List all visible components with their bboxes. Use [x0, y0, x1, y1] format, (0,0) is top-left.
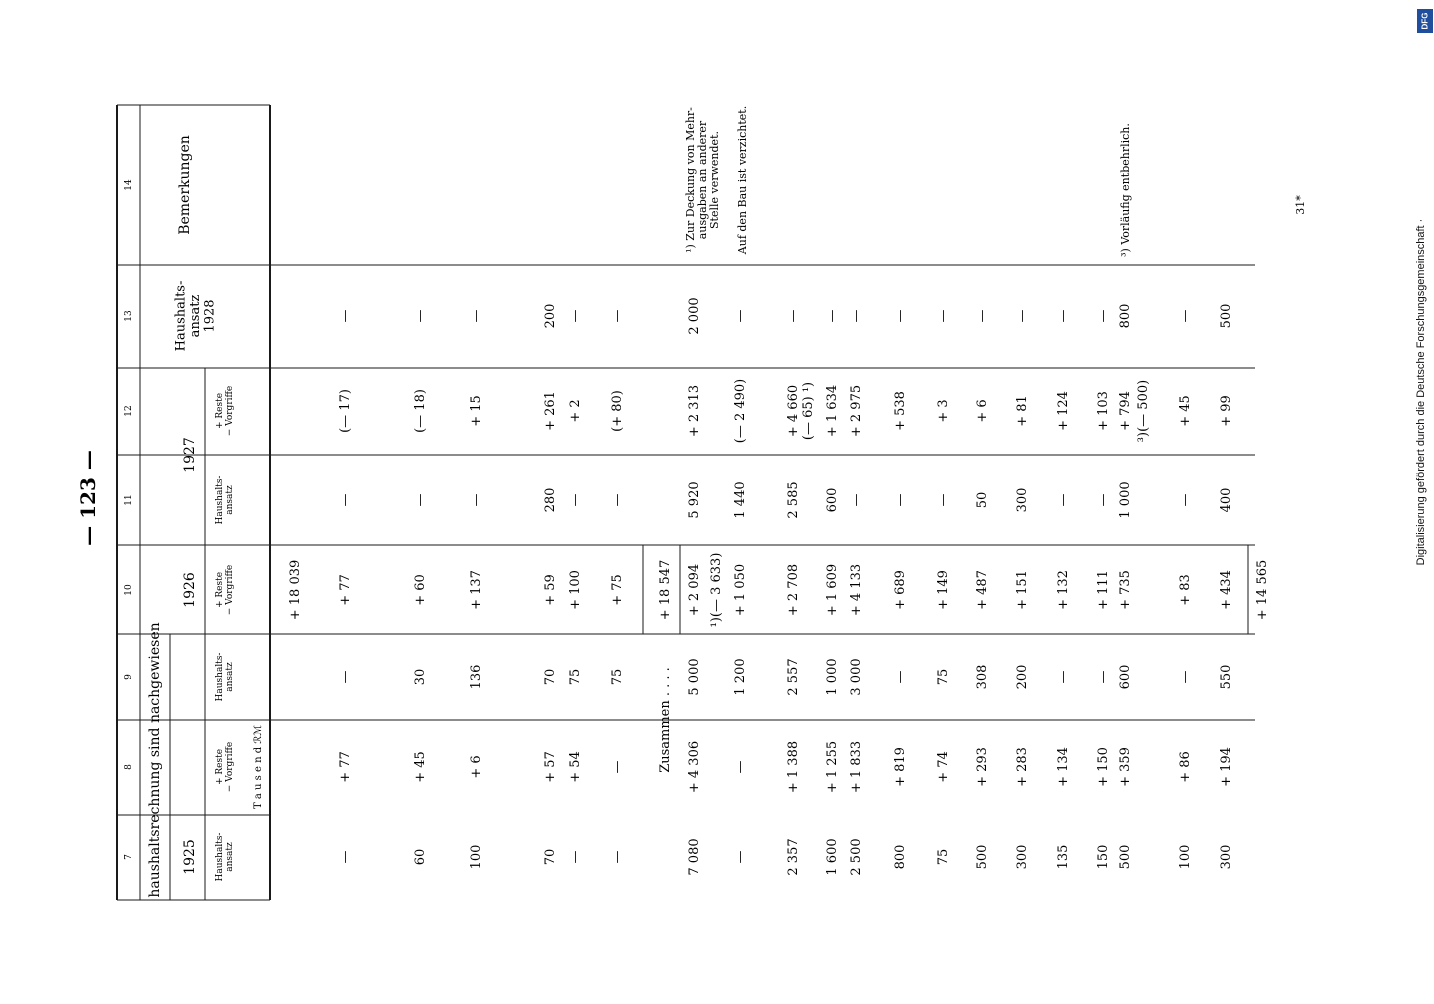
digitization-credit-text: Digitalisierung gefördert durch die Deutsche Forschungsgemeinschaft ·: [1415, 218, 1427, 566]
sub-header-1928: Haushalts-ansatz1928: [173, 280, 217, 352]
cell-r8-c1: —: [732, 760, 748, 774]
cell-r8-c3: + 1 050: [732, 563, 748, 617]
cell-r3-c1: + 57: [542, 751, 558, 783]
cell-r16-c6: —: [1014, 309, 1030, 323]
cell-r4-c6: —: [567, 309, 583, 323]
cell-r15-c0: 500: [974, 844, 990, 870]
cell-r12-c5: + 2 975: [848, 384, 864, 438]
cell-r18-c4: —: [1095, 493, 1111, 507]
cell-r16-c4: 300: [1014, 487, 1030, 513]
cell-r4-c1: + 54: [567, 751, 583, 783]
cell-r0-c1: + 77: [337, 751, 353, 783]
cell-r6-c3: + 2 094: [686, 563, 702, 617]
cell-r13-c3: + 689: [892, 570, 908, 610]
cell-r13-c5: + 538: [892, 391, 908, 431]
cell-r21-c6: —: [1177, 309, 1193, 323]
year-1927: 1927: [182, 437, 198, 473]
cell-r5-c6: —: [609, 309, 625, 323]
cell-r14-c0: 75: [935, 848, 951, 866]
column-number-12: 12: [124, 405, 134, 417]
cell-r18-c1: + 150: [1095, 747, 1111, 787]
sub-header-3: + Reste− Vorgriffe: [215, 564, 235, 616]
cell-r3-c3: + 59: [542, 574, 558, 606]
sub-header-2: Haushalts-ansatz: [215, 652, 235, 702]
column-number-13: 13: [124, 310, 134, 322]
cell-r13-c1: + 819: [892, 747, 908, 787]
cell-r18-c6: —: [1095, 309, 1111, 323]
cell-r2-c1: + 6: [468, 755, 484, 779]
total-label: Zusammen . . . .: [657, 667, 673, 773]
cell-r15-c2: 308: [974, 664, 990, 690]
cell-r1-c2: 30: [412, 668, 428, 686]
year-1925: 1925: [182, 839, 198, 875]
cell-r17-c3: + 132: [1055, 570, 1071, 610]
cell-r17-c6: —: [1055, 309, 1071, 323]
cell-r3-c4: 280: [542, 487, 558, 513]
cell-r9-c4: 2 585: [785, 481, 801, 519]
cell-r2-c2: 136: [468, 664, 484, 690]
cell-r1-c5: (— 18): [412, 389, 428, 433]
cell-r8-c2: 1 200: [732, 658, 748, 696]
cell-r12-c2: 3 000: [848, 658, 864, 696]
cell-r16-c0: 300: [1014, 844, 1030, 870]
page-number: — 123 —: [76, 450, 100, 546]
cell-r0-c5: (— 17): [337, 389, 353, 433]
column-number-8: 8: [124, 764, 134, 770]
cell-r22-c6: 500: [1218, 303, 1234, 329]
cell-r14-c5: + 3: [935, 399, 951, 423]
cell-r12-c4: —: [848, 493, 864, 507]
cell-r0-c4: —: [337, 493, 353, 507]
cell-r12-c3: + 4 133: [848, 563, 864, 617]
cell-r11-c5: + 1 634: [824, 384, 840, 438]
cell-r14-c1: + 74: [935, 751, 951, 783]
cell-r5-c3: + 75: [609, 574, 625, 606]
total-1926: + 18 547: [657, 559, 673, 621]
cell-r18-c5: + 103: [1095, 391, 1111, 431]
cell-r8-c4: 1 440: [732, 481, 748, 519]
cell-r15-c3: + 487: [974, 570, 990, 610]
cell-r15-c1: + 293: [974, 747, 990, 787]
cell-r6-c1: + 4 306: [686, 740, 702, 794]
cell-r16-c2: 200: [1014, 664, 1030, 690]
cell-r15-c5: + 6: [974, 399, 990, 423]
cell-r11-c1: + 1 255: [824, 740, 840, 794]
cell-r5-c2: 75: [609, 668, 625, 686]
cell-r11-c0: 1 600: [824, 838, 840, 876]
cell-r21-c5: + 45: [1177, 395, 1193, 427]
cell-r19-c6: 800: [1117, 303, 1133, 329]
cell-r11-c3: + 1 609: [824, 563, 840, 617]
cell-r6-c0: 7 080: [686, 838, 702, 876]
grand-total-1926: + 14 565: [1254, 559, 1270, 621]
cell-r19-c5: + 794: [1117, 391, 1133, 431]
opening-1926: + 18 039: [287, 559, 303, 621]
cell-r3-c6: 200: [542, 303, 558, 329]
cell-r5-c5: (+ 80): [609, 390, 625, 432]
cell-r1-c1: + 45: [412, 751, 428, 783]
cell-r14-c3: + 149: [935, 570, 951, 610]
cell-r12-c6: —: [848, 309, 864, 323]
cell-r4-c2: 75: [567, 668, 583, 686]
dfg-logo: [1417, 9, 1433, 33]
cell-r16-c3: + 151: [1014, 570, 1030, 610]
cell-r19-c4: 1 000: [1117, 481, 1133, 519]
cell-r13-c2: —: [892, 670, 908, 684]
cell-r18-c3: + 111: [1095, 570, 1111, 610]
cell-r11-c4: 600: [824, 487, 840, 513]
cell-r14-c2: 75: [935, 668, 951, 686]
cell-r17-c1: + 134: [1055, 747, 1071, 787]
cell-r1-c0: 60: [412, 848, 428, 866]
cell-r8-c5: (— 2 490): [732, 378, 748, 444]
cell-r13-c4: —: [892, 493, 908, 507]
cell-r1-c3: + 60: [412, 574, 428, 606]
cell-r2-c4: —: [468, 493, 484, 507]
cell-r21-c1: + 86: [1177, 751, 1193, 783]
cell-r22-c4: 400: [1218, 487, 1234, 513]
remark-2: Auf den Bau ist verzichtet.: [735, 105, 749, 255]
sub-header-4: Haushalts-ansatz: [215, 475, 235, 525]
cell-r0-c3: + 77: [337, 574, 353, 606]
cell-r2-c5: + 15: [468, 395, 484, 427]
signature-mark: 31*: [1293, 195, 1307, 215]
unit-label: T a u s e n d ℛℳ: [252, 725, 264, 809]
cell-r21-c0: 100: [1177, 844, 1193, 870]
cell-r19-c3: + 735: [1117, 570, 1133, 610]
cell-r1-c4: —: [412, 493, 428, 507]
column-number-7: 7: [124, 854, 134, 860]
cell-r19-c2: 600: [1117, 664, 1133, 690]
column-number-9: 9: [124, 674, 134, 680]
cell-r0-c0: —: [337, 850, 353, 864]
remark-3: ³) Vorläufig entbehrlich.: [1118, 123, 1132, 257]
cell-r3-c0: 70: [542, 848, 558, 866]
cell-r9-c1: + 1 388: [785, 740, 801, 794]
cell-r12-c0: 2 500: [848, 838, 864, 876]
column-number-11: 11: [124, 494, 134, 506]
cell-r17-c4: —: [1055, 493, 1071, 507]
cell-r22-c1: + 194: [1218, 747, 1234, 787]
cell-r11-c6: —: [824, 309, 840, 323]
cell-r6-c5: + 2 313: [686, 384, 702, 438]
cell-r6-c4: 5 920: [686, 481, 702, 519]
cell-r10-c5: (— 65) ¹): [800, 381, 816, 441]
cell-r22-c0: 300: [1218, 844, 1234, 870]
cell-r17-c0: 135: [1055, 844, 1071, 870]
cell-r17-c2: —: [1055, 670, 1071, 684]
year-1926: 1926: [182, 572, 198, 608]
cell-r7-c3: ¹)(— 3 633): [708, 552, 724, 628]
sub-header-5: + Reste− Vorgriffe: [215, 385, 235, 437]
cell-r22-c2: 550: [1218, 664, 1234, 690]
remark-1: ¹) Zur Deckung von Mehr-ausgaben an andererStelle verwendet.: [683, 107, 721, 253]
cell-r21-c3: + 83: [1177, 574, 1193, 606]
column-number-10: 10: [124, 584, 134, 596]
cell-r9-c6: —: [785, 309, 801, 323]
cell-r14-c6: —: [935, 309, 951, 323]
cell-r16-c1: + 283: [1014, 747, 1030, 787]
sub-header-remarks: Bemerkungen: [177, 135, 193, 235]
cell-r20-c5: ³)(— 500): [1135, 379, 1151, 443]
cell-r17-c5: + 124: [1055, 391, 1071, 431]
column-number-14: 14: [124, 179, 134, 191]
cell-r4-c5: + 2: [567, 399, 583, 423]
cell-r0-c6: —: [337, 309, 353, 323]
cell-r19-c0: 500: [1117, 844, 1133, 870]
cell-r18-c0: 150: [1095, 844, 1111, 870]
cell-r3-c2: 70: [542, 668, 558, 686]
cell-r6-c6: 2 000: [686, 297, 702, 335]
cell-r13-c6: —: [892, 309, 908, 323]
cell-r5-c0: —: [609, 850, 625, 864]
cell-r11-c2: 1 000: [824, 658, 840, 696]
cell-r2-c6: —: [468, 309, 484, 323]
cell-r8-c6: —: [732, 309, 748, 323]
cell-r3-c5: + 261: [542, 391, 558, 431]
cell-r4-c4: —: [567, 493, 583, 507]
cell-r22-c5: + 99: [1218, 395, 1234, 427]
cell-r8-c0: —: [732, 850, 748, 864]
cell-r16-c5: + 81: [1014, 395, 1030, 427]
cell-r21-c4: —: [1177, 493, 1193, 507]
cell-r13-c0: 800: [892, 844, 908, 870]
sub-header-0: Haushalts-ansatz: [215, 832, 235, 882]
cell-r22-c3: + 434: [1218, 570, 1234, 610]
cell-r19-c1: + 359: [1117, 747, 1133, 787]
sub-header-1: + Reste− Vorgriffe: [215, 741, 235, 793]
cell-r14-c4: —: [935, 493, 951, 507]
cell-r9-c0: 2 357: [785, 838, 801, 876]
dfg-logo-text: DFG: [1420, 12, 1430, 30]
cell-r4-c3: + 100: [567, 570, 583, 610]
group-header: haushaltsrechnung sind nachgewiesen: [147, 622, 163, 898]
cell-r12-c1: + 1 833: [848, 740, 864, 794]
cell-r1-c6: —: [412, 309, 428, 323]
cell-r5-c4: —: [609, 493, 625, 507]
cell-r5-c1: —: [609, 760, 625, 774]
cell-r9-c2: 2 557: [785, 658, 801, 696]
cell-r18-c2: —: [1095, 670, 1111, 684]
cell-r9-c3: + 2 708: [785, 563, 801, 617]
cell-r15-c4: 50: [974, 491, 990, 509]
cell-r4-c0: —: [567, 850, 583, 864]
cell-r0-c2: —: [337, 670, 353, 684]
cell-r2-c0: 100: [468, 844, 484, 870]
cell-r15-c6: —: [974, 309, 990, 323]
cell-r6-c2: 5 000: [686, 658, 702, 696]
cell-r2-c3: + 137: [468, 570, 484, 610]
cell-r21-c2: —: [1177, 670, 1193, 684]
cell-r9-c5: + 4 660: [785, 384, 801, 438]
